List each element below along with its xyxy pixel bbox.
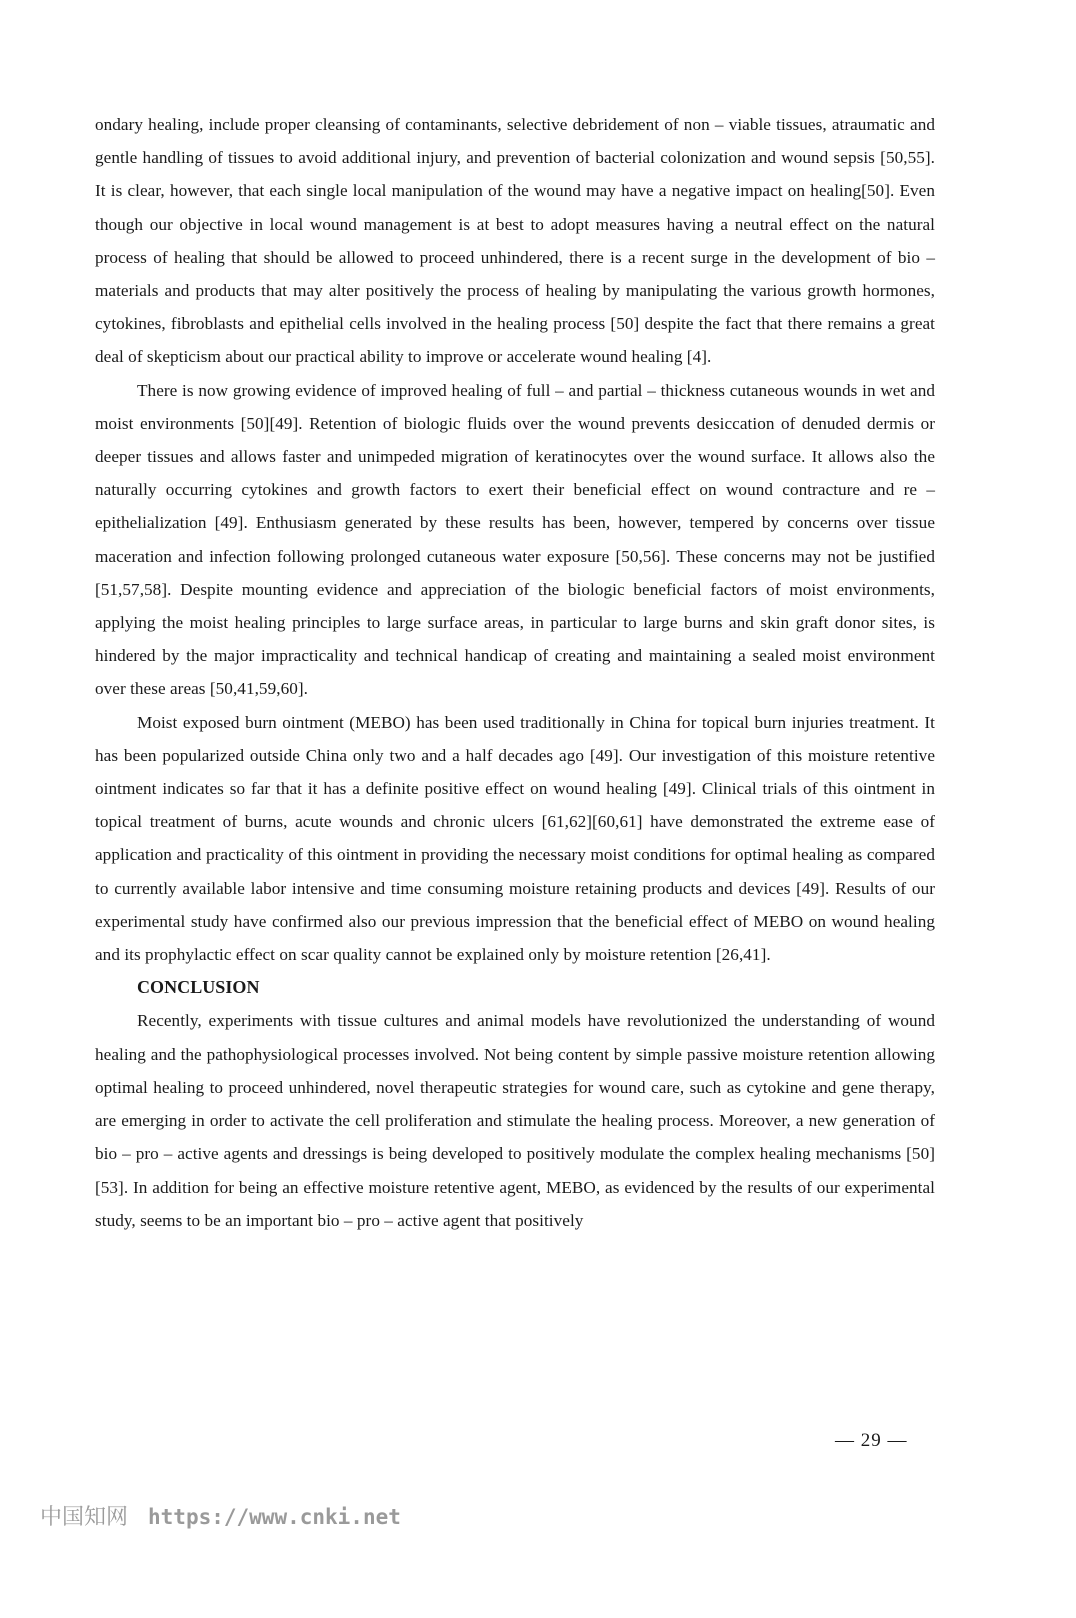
paragraph-2: There is now growing evidence of improved healing of full – and partial – thickness cutaneous wounds in wet and moist environments [50][49]. Retention of biologic fluids over the wound prevents desiccation of denuded dermis or deeper tissues and allows faster and unimpeded migration of keratinocytes over the wound surface. It allows also the naturally occurring cytokines and growth factors to exert their beneficial effect on wound contracture and re – epithelialization [49]. Enthusiasm generated by these results has been, however, tempered by concerns over tissue maceration and infection following prolonged cutaneous water exposure [50,56]. These concerns may not be justified [51,57,58]. Despite mounting evidence and appreciation of the biologic beneficial factors of moist environments, applying the moist healing principles to large surface areas, in particular to large burns and skin graft donor sites, is hindered by the major impracticality and technical handicap of creating and maintaining a sealed moist environment over these areas [50,41,59,60]. <box>95 380 935 699</box>
watermark-url: https://www.cnki.net <box>148 1505 401 1529</box>
watermark <box>40 1500 401 1531</box>
section-heading-conclusion: CONCLUSION <box>137 977 260 998</box>
paragraph-1: ondary healing, include proper cleansing of contaminants, selective debridement of non – viable tissues, atraumatic and gentle handling of tissues to avoid additional injury, and prevention of bacterial colonization and wound sepsis [50,55]. It is clear, however, that each single local manipulation of the wound may have a negative impact on healing[50]. Even though our objective in local wound management is at best to adopt measures having a neutral effect on the natural process of healing that should be allowed to proceed unhindered, there is a recent surge in the development of bio – materials and products that may alter positively the process of healing by manipulating the various growth hormones, cytokines, fibroblasts and epithelial cells involved in the healing process [50] despite the fact that there remains a great deal of skepticism about our practical ability to improve or accelerate wound healing [4]. <box>95 115 935 367</box>
body-text <box>95 108 935 1237</box>
watermark-logo-text: 中国知网 <box>40 1505 129 1530</box>
page-number: — 29 — <box>835 1430 908 1451</box>
conclusion-paragraph: Recently, experiments with tissue cultures and animal models have revolutionized the understanding of wound healing and the pathophysiological processes involved. Not being content by simple passive moisture retention allowing optimal healing to proceed unhindered, novel therapeutic strategies for wound care, such as cytokine and gene therapy, are emerging in order to activate the cell proliferation and stimulate the healing process. Moreover, a new generation of bio – pro – active agents and dressings is being developed to positively modulate the complex healing mechanisms [50][53]. In addition for being an effective moisture retentive agent, MEBO, as evidenced by the results of our experimental study, seems to be an important bio – pro – active agent that positively <box>95 1011 935 1230</box>
paragraph-3: Moist exposed burn ointment (MEBO) has been used traditionally in China for topical burn injuries treatment. It has been popularized outside China only two and a half decades ago [49]. Our investigation of this moisture retentive ointment indicates so far that it has a definite positive effect on wound healing [49]. Clinical trials of this ointment in topical treatment of burns, acute wounds and chronic ulcers [61,62][60,61] have demonstrated the extreme ease of application and practicality of this ointment in providing the necessary moist conditions for optimal healing as compared to currently available labor intensive and time consuming moisture retaining products and devices [49]. Results of our experimental study have confirmed also our previous impression that the beneficial effect of MEBO on wound healing and its prophylactic effect on scar quality cannot be explained only by moisture retention [26,41]. <box>95 712 935 965</box>
